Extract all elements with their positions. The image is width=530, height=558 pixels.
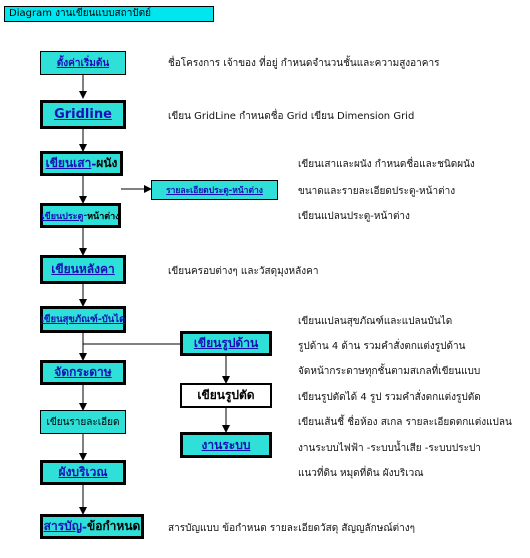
door-detail-label: รายละเอียดประตู-หน้าต่าง — [166, 186, 263, 196]
start-description: ชื่อโครงการ เจ้าของ ที่อยู่ กำหนดจำนวนชั้นและความสูงอาคาร — [168, 58, 440, 69]
roof-label: เขียนหลังคา — [51, 262, 115, 276]
paper-box — [40, 360, 126, 385]
door-box — [40, 203, 121, 228]
elevation-label: เขียนรูปด้าน — [193, 336, 259, 350]
section-label: เขียนรูปตัด — [197, 388, 255, 402]
door-window-label: หน้าต่าง — [87, 211, 120, 222]
section-description: เขียนรูปตัดได้ 4 รูป รวมคำสั่งตกแต่งรูปตัด — [298, 392, 481, 403]
section-box — [180, 383, 272, 408]
column-box — [40, 151, 123, 176]
paper-label: จัดกระดาษ — [54, 365, 112, 379]
column-description-3: เขียนแปลนประตู-หน้าต่าง — [298, 211, 410, 222]
door-main-label: เขียนประตู — [41, 211, 84, 222]
column-wall-label: ผนัง — [96, 156, 118, 170]
sanitary-description: เขียนแปลนสุขภัณฑ์และแปลนบันได — [298, 316, 453, 327]
gridline-description: เขียน GridLine กำหนดชื่อ Grid เขียน Dimension Grid — [168, 111, 415, 122]
column-description-2: ขนาดและรายละเอียดประตู-หน้าต่าง — [298, 186, 456, 197]
index-box — [40, 514, 144, 539]
system-box — [180, 432, 272, 458]
start-box — [40, 51, 126, 75]
site-box — [40, 460, 126, 485]
system-description-1: งานระบบไฟฟ้า -ระบบน้ำเสีย -ระบบประปา — [298, 443, 481, 454]
system-description-2: แนวที่ดิน หมุดที่ดิน ผังบริเวณ — [298, 468, 424, 479]
index-description: สารบัญแบบ ข้อกำหนด รายละเอียดวัสดุ สัญญลักษณ์ต่างๆ — [168, 523, 415, 534]
index-separator: - — [82, 519, 87, 534]
sanitary-label: เขียนสุขภัณฑ์-บันได — [40, 314, 126, 325]
gridline-box — [40, 100, 126, 129]
detail-box — [40, 410, 126, 434]
elevation-description: รูปด้าน 4 ด้าน รวมคำสั่งตกแต่งรูปด้าน — [298, 341, 466, 352]
system-label: งานระบบ — [201, 437, 251, 452]
roof-description: เขียนครอบต่างๆ และวัสดุมุงหลังคา — [168, 266, 319, 277]
roof-box — [40, 255, 126, 284]
elevation-box — [180, 331, 272, 356]
column-separator: - — [91, 156, 97, 171]
paper-description: จัดหน้ากระดาษทุกชั้นตามสเกลที่เขียนแบบ — [298, 366, 481, 377]
sanitary-box — [40, 306, 126, 333]
diagram-title: Diagram งานเขียนแบบสถาปัตย์ — [4, 6, 214, 22]
door-separator: - — [83, 210, 88, 221]
detail-description: เขียนเส้นชี้ ชื่อห้อง สเกล รายละเอียดตกแต่งแปลน — [298, 417, 512, 428]
gridline-label: Gridline — [54, 107, 112, 122]
column-description-1: เขียนเสาและผนัง กำหนดชื่อและชนิดผนัง — [298, 159, 475, 170]
index-main-label: สารบัญ — [43, 519, 83, 533]
start-label: ตั้งค่าเริ่มต้น — [56, 57, 110, 69]
site-label: ผังบริเวณ — [58, 465, 108, 479]
door-detail-box — [151, 180, 278, 200]
index-spec-label: ข้อกำหนด — [87, 519, 141, 533]
detail-label: เขียนรายละเอียด — [46, 416, 120, 428]
column-main-label: เขียนเสา — [45, 156, 92, 170]
